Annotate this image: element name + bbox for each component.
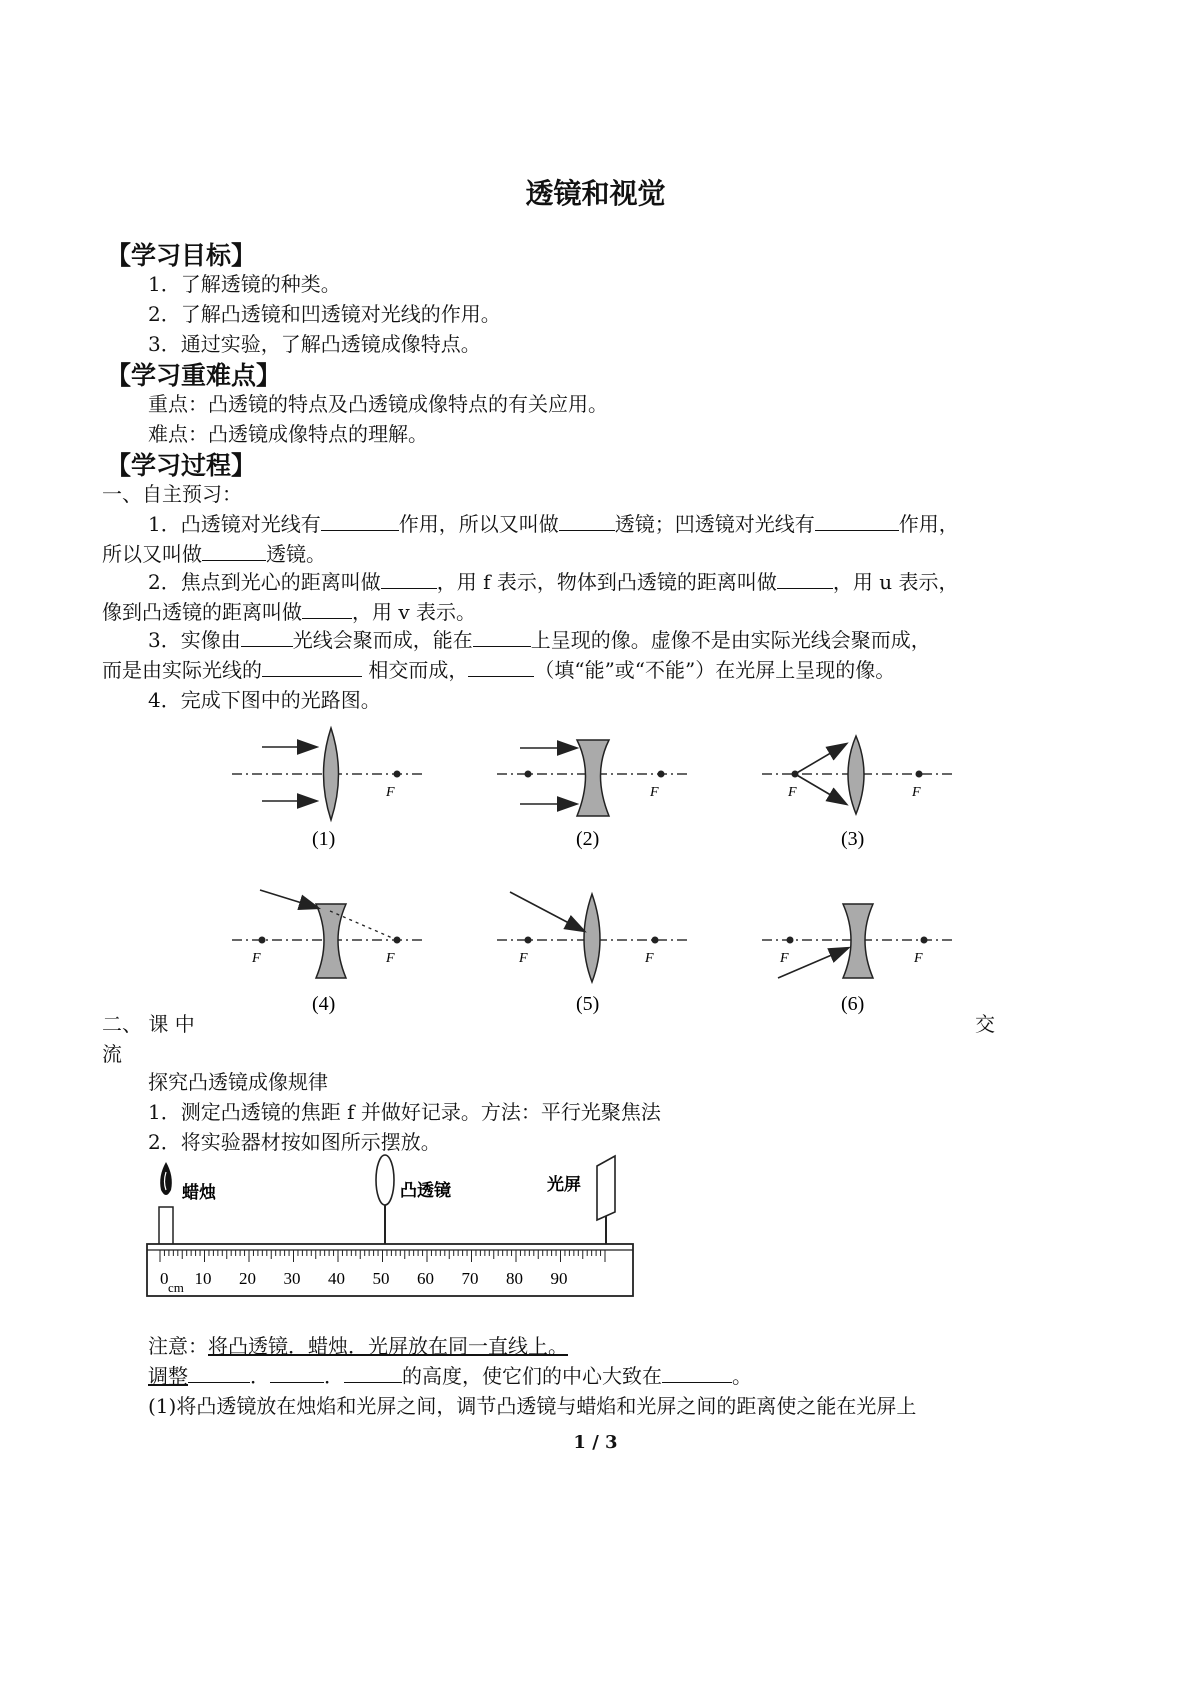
note-line: 注意：将凸透镜．蜡烛．光屏放在同一直线上。 [148, 1334, 568, 1358]
focus-label: F [788, 785, 797, 800]
ruler-tick-label: 20 [239, 1269, 256, 1288]
focus-label: F [914, 951, 923, 966]
diagram-2 [497, 740, 690, 850]
key-point: 重点：凸透镜的特点及凸透镜成像特点的有关应用。 [148, 392, 608, 416]
focus-label: F [386, 785, 395, 800]
part2-title-end: 交 [975, 1012, 995, 1036]
question-2-line2: 像到凸透镜的距离叫做 ，用 v 表示。 [102, 600, 477, 624]
page-number: 1 / 3 [573, 1432, 618, 1453]
focus-label: F [780, 951, 789, 966]
difficulties-heading: 【学习重难点】 [106, 361, 282, 390]
focus-label: F [650, 785, 659, 800]
focus-label: F [252, 951, 261, 966]
ruler [147, 1244, 633, 1296]
question-1-line2: 所以又叫做 透镜。 [102, 542, 326, 566]
ruler-tick-label: 70 [461, 1269, 479, 1288]
optical-bench-figure [140, 1150, 640, 1300]
process-heading: 【学习过程】 [106, 451, 257, 480]
diagram-label-5: (5) [576, 993, 600, 1015]
question-3-line2: 而是由实际光线的 相交而成， （填“能”或“不能”）在光屏上呈现的像。 [102, 658, 896, 682]
question-4: 4．完成下图中的光路图。 [148, 688, 381, 712]
adjust-line: 调整 ． ． 的高度，使它们的中心大致在 。 [148, 1364, 752, 1388]
part2-title-start: 二、 课 中 [102, 1012, 195, 1036]
ruler-tick-label: 50 [372, 1269, 390, 1288]
objective-item: 1．了解透镜的种类。 [148, 272, 341, 296]
focus-label: F [912, 785, 921, 800]
ruler-tick-label: 10 [194, 1269, 212, 1288]
diagram-4 [232, 890, 424, 1015]
lens-label: 凸透镜 [400, 1181, 451, 1200]
candle-icon [159, 1162, 173, 1248]
diagram-label-4: (4) [312, 993, 336, 1015]
ruler-tick-label: 0 [160, 1269, 169, 1288]
ruler-unit: cm [168, 1280, 184, 1295]
page-title: 透镜和视觉 [525, 177, 666, 210]
diagram-label-3: (3) [841, 828, 865, 850]
diagram-label-1: (1) [312, 828, 336, 850]
screen-icon [597, 1156, 615, 1246]
step-1: 1．测定凸透镜的焦距 f 并做好记录。方法：平行光聚焦法 [148, 1100, 661, 1124]
ruler-tick-label: 40 [328, 1269, 345, 1288]
ruler-tick-label: 80 [506, 1269, 523, 1288]
diagram-5 [497, 892, 690, 1015]
step-2: 2．将实验器材按如图所示摆放。 [148, 1130, 441, 1154]
ray-diagrams [0, 720, 1191, 1020]
candle-label: 蜡烛 [182, 1183, 216, 1202]
diagram-3 [762, 736, 952, 850]
ruler-tick-label: 90 [550, 1269, 568, 1288]
question-3-line1: 3．实像由 光线会聚而成，能在 上呈现的像。虚像不是由实际光线会聚而成， [148, 628, 931, 652]
explore-title: 探究凸透镜成像规律 [148, 1070, 328, 1094]
screen-label: 光屏 [547, 1175, 581, 1194]
ruler-tick-label: 30 [283, 1269, 301, 1288]
ruler-tick-label: 60 [417, 1269, 434, 1288]
objective-item: 3．通过实验，了解凸透镜成像特点。 [148, 332, 481, 356]
lens-icon [376, 1155, 394, 1246]
part2-title-wrap: 流 [102, 1042, 122, 1066]
focus-label: F [386, 951, 395, 966]
part1-title: 一、自主预习： [102, 482, 242, 506]
diagram-1 [232, 728, 424, 850]
step-last: (1)将凸透镜放在烛焰和光屏之间，调节凸透镜与蜡焰和光屏之间的距离使之能在光屏上 [148, 1394, 917, 1418]
diagram-label-6: (6) [841, 993, 865, 1015]
focus-label: F [519, 951, 528, 966]
focus-label: F [645, 951, 654, 966]
hard-point: 难点：凸透镜成像特点的理解。 [148, 422, 428, 446]
question-1-line1: 1．凸透镜对光线有 作用，所以又叫做 透镜；凹透镜对光线有 作用， [148, 512, 959, 536]
diagram-label-2: (2) [576, 828, 600, 850]
question-2-line1: 2．焦点到光心的距离叫做 ，用 f 表示，物体到凸透镜的距离叫做 ，用 u 表示， [148, 570, 959, 594]
diagram-6 [762, 904, 952, 1015]
objectives-heading: 【学习目标】 [106, 241, 257, 270]
objective-item: 2．了解凸透镜和凹透镜对光线的作用。 [148, 302, 501, 326]
